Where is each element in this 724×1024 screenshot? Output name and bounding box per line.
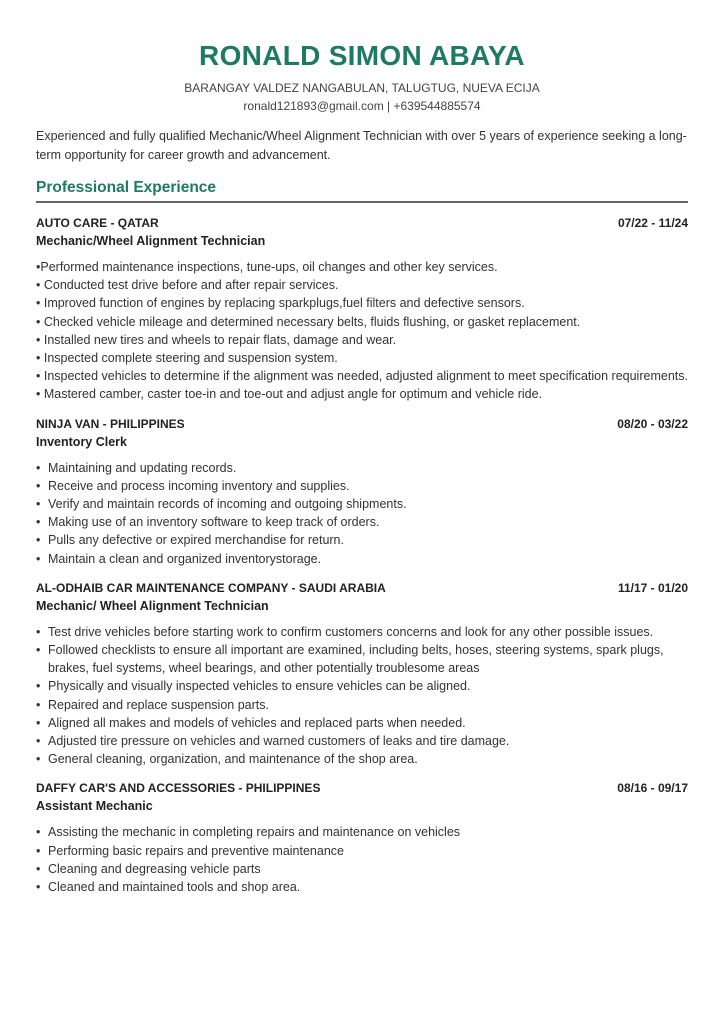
job-bullet-text: Adjusted tire pressure on vehicles and warned customers of leaks and tire damage. (48, 734, 510, 749)
job-header (36, 415, 688, 433)
job-bullet: • Mastered camber, caster toe-in and toe-out and adjust angle for optimum and vehicle ride. (36, 387, 543, 402)
job-bullet (36, 750, 688, 768)
job-bullet-list (36, 823, 688, 896)
job-bullet-text: Followed checklists to ensure all important are examined, including belts, hoses, steering systems, spark plugs, brakes, fuel systems, wheel bearings, and other potentially troublesome areas (48, 643, 664, 676)
job-bullet-text: Assisting the mechanic in completing repairs and maintenance on vehicles (48, 825, 461, 840)
job-bullet-text: Physically and visually inspected vehicles to ensure vehicles can be aligned. (48, 679, 471, 694)
job-bullet: • Inspected vehicles to determine if the alignment was needed, adjusted alignment to meet specification requirements. (36, 369, 688, 384)
bullet-dot-icon: • (36, 624, 41, 639)
section-title-experience: Professional Experience (36, 179, 688, 203)
bullet-dot-icon: • (36, 478, 41, 493)
job-entry (36, 779, 688, 896)
job-role: Mechanic/Wheel Alignment Technician (36, 234, 266, 248)
job-bullet: • Inspected complete steering and suspension system. (36, 351, 338, 366)
bullet-dot-icon: • (36, 825, 41, 840)
bullet-dot-icon: • (36, 497, 41, 512)
bullet-dot-icon: • (36, 752, 41, 767)
job-bullet (36, 696, 688, 714)
job-bullet-text: General cleaning, organization, and maintenance of the shop area. (48, 752, 418, 767)
job-bullet-text: Performing basic repairs and preventive maintenance (48, 843, 344, 858)
job-bullet-text: Cleaned and maintained tools and shop area. (48, 880, 301, 895)
bullet-dot-icon: • (36, 643, 41, 658)
bullet-dot-icon: • (36, 460, 41, 475)
job-bullet (36, 714, 688, 732)
job-bullet (36, 531, 688, 549)
job-bullet-text: Receive and process incoming inventory and supplies. (48, 478, 350, 493)
job-bullet: • Improved function of engines by replacing sparkplugs,fuel filters and defective sensors. (36, 296, 525, 311)
job-bullet-text: Cleaning and degreasing vehicle parts (48, 861, 261, 876)
job-entry (36, 415, 688, 568)
job-entry (36, 579, 688, 769)
job-bullet-list (36, 459, 688, 568)
contact-line: ronald121893@gmail.com | +639544885574 (243, 99, 481, 113)
job-company: AUTO CARE - QATAR (36, 216, 159, 230)
job-bullet-text: Repaired and replace suspension parts. (48, 697, 269, 712)
job-bullet (36, 495, 688, 513)
job-bullet (36, 459, 688, 477)
job-bullet: • Conducted test drive before and after repair services. (36, 278, 339, 293)
job-bullet-text: Verify and maintain records of incoming and outgoing shipments. (48, 497, 407, 512)
job-bullet (36, 550, 688, 568)
bullet-dot-icon: • (36, 843, 41, 858)
job-bullet-text: Aligned all makes and models of vehicles and replaced parts when needed. (48, 715, 466, 730)
job-dates: 07/22 - 11/24 (617, 216, 688, 230)
bullet-dot-icon: • (36, 533, 41, 548)
job-header (36, 579, 688, 597)
job-bullet (36, 823, 688, 841)
bullet-dot-icon: • (36, 861, 41, 876)
job-dates: 08/16 - 09/17 (617, 781, 688, 796)
job-bullet (36, 677, 688, 695)
job-bullet: • Checked vehicle mileage and determined necessary belts, fluids flushing, or gasket replacement. (36, 314, 581, 329)
job-bullet (36, 641, 688, 677)
job-entry (36, 214, 688, 404)
bullet-dot-icon: • (36, 515, 41, 530)
summary-paragraph: Experienced and fully qualified Mechanic/Wheel Alignment Technician with over 5 years of experience seeking a long-term opportunity for career growth and advancement. (36, 129, 687, 162)
candidate-name: RONALD SIMON ABAYA (199, 40, 525, 71)
job-bullet-list (36, 258, 688, 404)
job-bullet (36, 477, 688, 495)
job-bullet (36, 860, 688, 878)
job-role: Inventory Clerk (36, 434, 128, 449)
job-bullet-text: Maintain a clean and organized inventorystorage. (48, 551, 322, 566)
job-bullet (36, 842, 688, 860)
job-bullet-text: Maintaining and updating records. (48, 460, 237, 475)
job-company: DAFFY CAR'S AND ACCESSORIES - PHILIPPINES (36, 781, 321, 796)
job-header (36, 214, 688, 232)
job-dates: 11/17 - 01/20 (617, 580, 688, 595)
job-bullet (36, 623, 688, 641)
bullet-dot-icon: • (36, 734, 41, 749)
job-role: Assistant Mechanic (36, 799, 153, 814)
job-bullet-text: Making use of an inventory software to keep track of orders. (48, 515, 380, 530)
bullet-dot-icon: • (36, 551, 41, 566)
job-dates: 08/20 - 03/22 (617, 416, 688, 431)
bullet-dot-icon: • (36, 880, 41, 895)
job-bullet (36, 732, 688, 750)
bullet-dot-icon: • (36, 697, 41, 712)
job-bullet: •Performed maintenance inspections, tune-ups, oil changes and other key services. (36, 260, 498, 274)
job-bullet-list (36, 623, 688, 769)
job-bullet-text: Pulls any defective or expired merchandise for return. (48, 533, 344, 548)
job-bullet-text: Test drive vehicles before starting work to confirm customers concerns and look for any other possible issues. (48, 624, 654, 639)
job-bullet: • Installed new tires and wheels to repair flats, damage and wear. (36, 332, 397, 347)
job-role: Mechanic/ Wheel Alignment Technician (36, 598, 269, 613)
job-header (36, 779, 688, 797)
job-company: AL-ODHAIB CAR MAINTENANCE COMPANY - SAUDI ARABIA (36, 580, 386, 595)
bullet-dot-icon: • (36, 715, 41, 730)
address-line: BARANGAY VALDEZ NANGABULAN, TALUGTUG, NUEVA ECIJA (184, 81, 540, 95)
job-company: NINJA VAN - PHILIPPINES (36, 416, 185, 431)
job-bullet (36, 878, 688, 896)
bullet-dot-icon: • (36, 679, 41, 694)
job-bullet (36, 513, 688, 531)
